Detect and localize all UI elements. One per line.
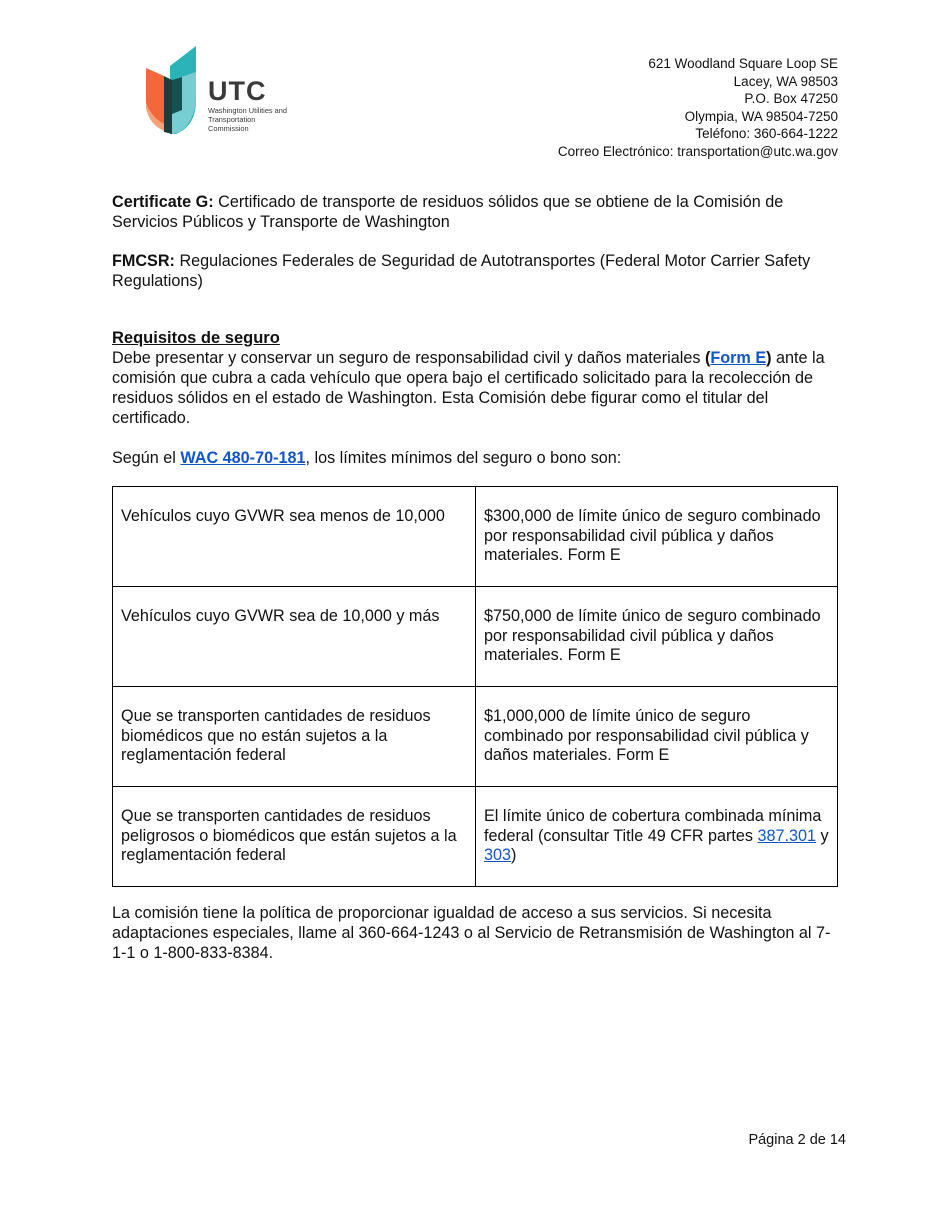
- insurance-heading: Requisitos de seguro: [112, 329, 280, 347]
- table-row: [113, 487, 838, 587]
- wac-link[interactable]: WAC 480-70-181: [180, 449, 306, 467]
- certificate-g-term: Certificate G:: [112, 193, 214, 211]
- address-block: [558, 55, 838, 160]
- fmcsr-term: FMCSR:: [112, 252, 175, 270]
- vehicle-cell: Vehículos cuyo GVWR sea de 10,000 y más: [113, 587, 476, 687]
- limit-text-end: ): [511, 846, 517, 865]
- address-line: Lacey, WA 98503: [733, 73, 838, 89]
- limit-text-and: y: [816, 826, 829, 845]
- address-line: Olympia, WA 98504-7250: [684, 108, 838, 124]
- insurance-limits-table: [112, 486, 838, 887]
- utc-logo-mark-icon: [146, 46, 206, 136]
- insurance-text-end: ante la comisión que cubra a cada vehículo que opera bajo el certificado solicitado para la recolección de residuos sólidos en el estado de Washington. Esta Comisión debe figurar como el titular del certificado.: [112, 349, 825, 427]
- accessibility-note: La comisión tiene la política de proporcionar igualdad de acceso a sus servicios. Si necesita adaptaciones especiales, llame al 360-664-1243 o al Servicio de Retransmisión de Washington al 7-1-1 o 1-800-833-8384.: [112, 904, 831, 962]
- limit-cell: $300,000 de límite único de seguro combinado por responsabilidad civil pública y daños materiales. Form E: [476, 487, 838, 587]
- vehicle-cell: Que se transporten cantidades de residuos peligrosos o biomédicos que están sujetos a la reglamentación federal: [113, 787, 476, 887]
- insurance-section: [112, 328, 842, 428]
- logo-subtitle: Washington Utilities and Transportation Commission: [208, 106, 288, 133]
- limits-intro-start: Según el: [112, 449, 181, 467]
- cfr-303-link[interactable]: 303: [484, 846, 512, 865]
- certificate-g-definition: [112, 192, 842, 232]
- certificate-g-text: Certificado de transporte de residuos sólidos que se obtiene de la Comisión de Servicios Públicos y Transporte de Washington: [112, 193, 784, 231]
- cfr-387-301-link[interactable]: 387.301: [757, 826, 817, 845]
- fmcsr-definition: [112, 251, 842, 291]
- limits-intro-end: , los límites mínimos del seguro o bono son:: [305, 449, 622, 467]
- table-row: [113, 687, 838, 787]
- table-row: [113, 787, 838, 887]
- paren-close: ): [766, 349, 772, 367]
- vehicle-cell: Que se transporten cantidades de residuos biomédicos que no están sujetos a la reglamentación federal: [113, 687, 476, 787]
- paren-open: (: [704, 349, 711, 367]
- address-line: Correo Electrónico: transportation@utc.wa.gov: [557, 143, 838, 159]
- form-e-link[interactable]: Form E: [710, 349, 767, 367]
- utc-logo: [146, 46, 286, 136]
- logo-title: UTC: [208, 76, 267, 106]
- address-line: Teléfono: 360-664-1222: [695, 126, 838, 141]
- insurance-text-start: Debe presentar y conservar un seguro de responsabilidad civil y daños materiales: [112, 349, 705, 367]
- address-line: 621 Woodland Square Loop SE: [648, 56, 838, 71]
- limit-cell: $1,000,000 de límite único de seguro combinado por responsabilidad civil pública y daños materiales. Form E: [476, 687, 838, 787]
- limit-cell: [476, 787, 838, 887]
- table-row: [113, 587, 838, 687]
- fmcsr-text: Regulaciones Federales de Seguridad de Autotransportes (Federal Motor Carrier Safety Regulations): [112, 252, 811, 290]
- vehicle-cell: Vehículos cuyo GVWR sea menos de 10,000: [113, 487, 476, 587]
- page-number: Página 2 de 14: [748, 1132, 846, 1148]
- limit-text: El límite único de cobertura combinada mínima federal (consultar Title 49 CFR partes: [484, 807, 822, 845]
- insurance-text: [112, 348, 842, 428]
- address-line: P.O. Box 47250: [744, 91, 838, 106]
- limits-intro: [112, 448, 842, 468]
- limit-cell: $750,000 de límite único de seguro combinado por responsabilidad civil pública y daños materiales. Form E: [476, 587, 838, 687]
